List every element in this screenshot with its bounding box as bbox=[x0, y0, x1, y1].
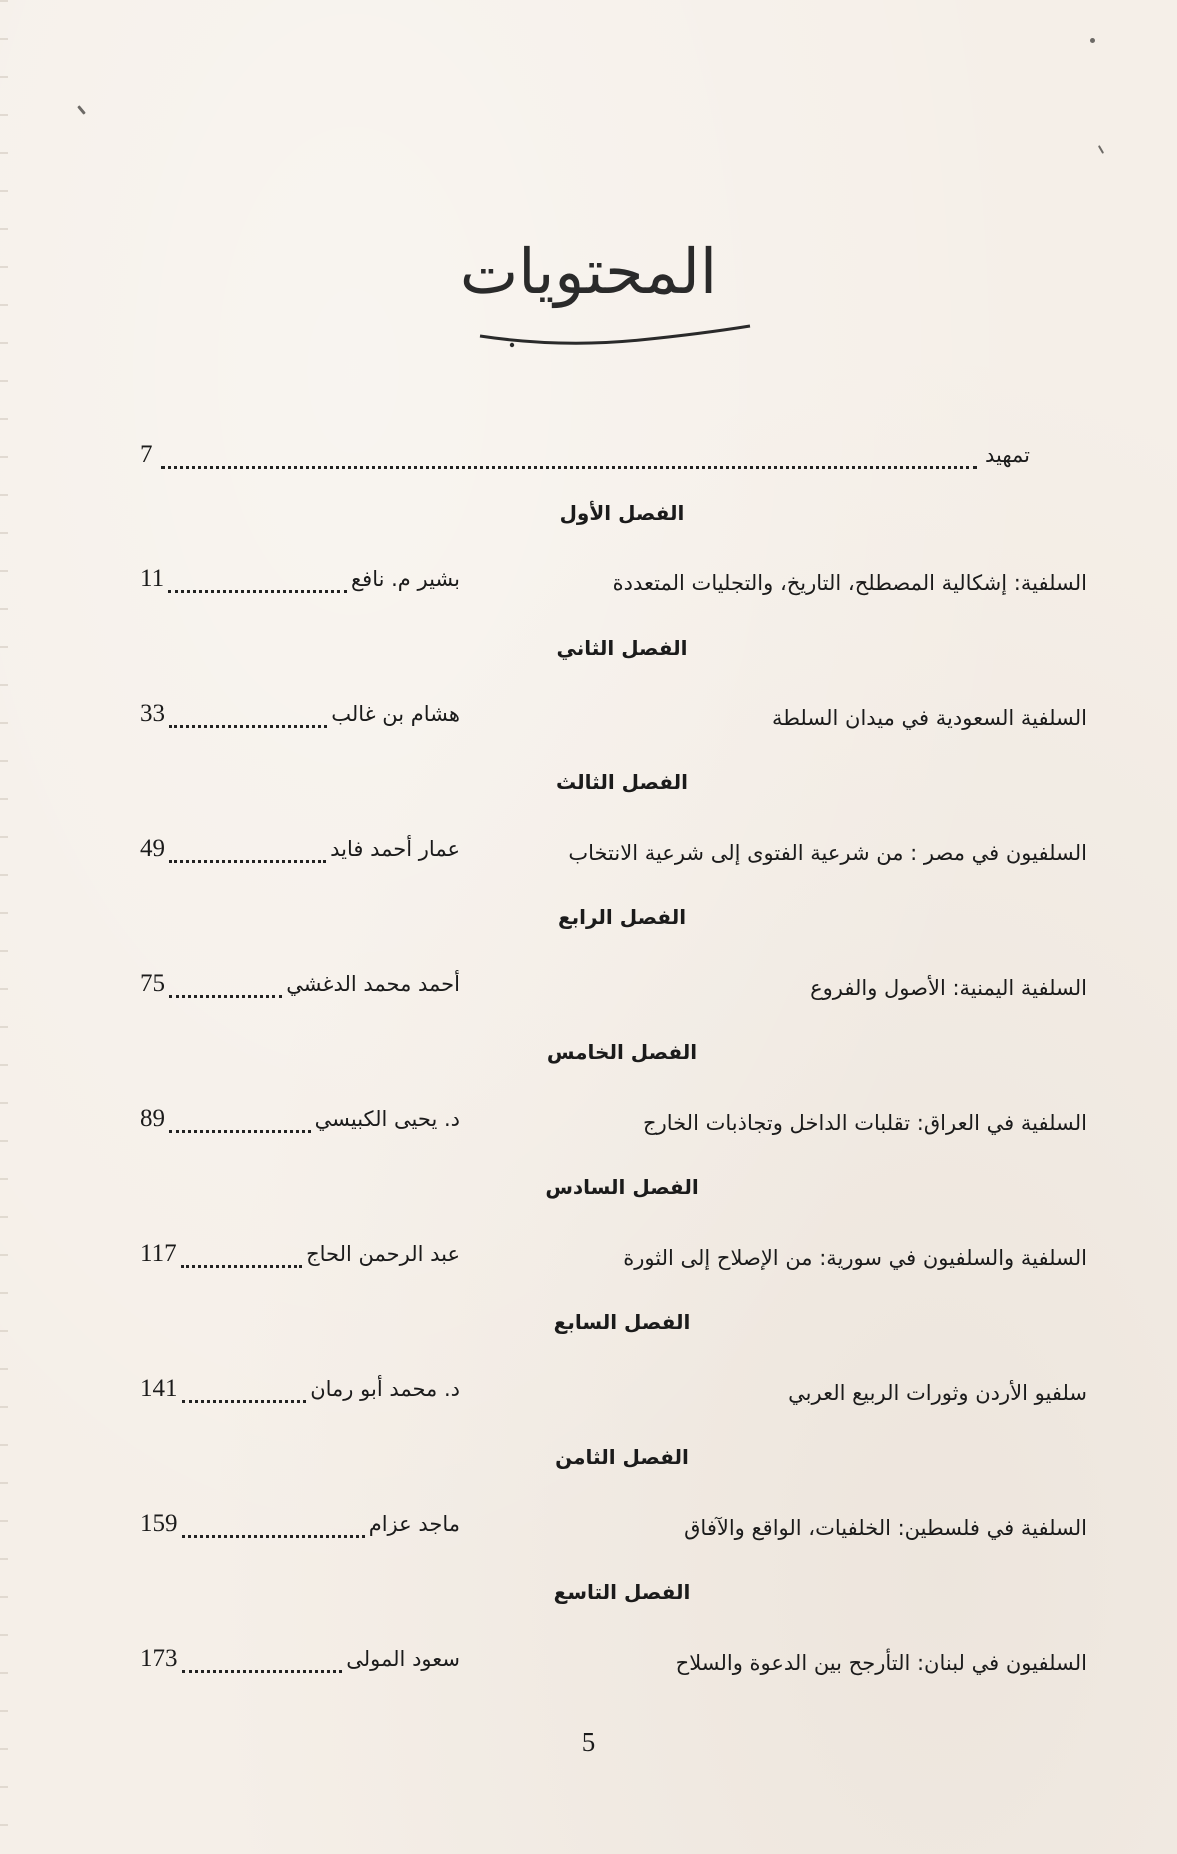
chapter-author: سعود المولى bbox=[346, 1647, 460, 1671]
chapter-heading: الفصل الخامس bbox=[546, 1040, 698, 1064]
chapter-heading: الفصل الرابع bbox=[557, 905, 687, 929]
toc-intro-label: تمهيد bbox=[984, 443, 1030, 467]
chapter-author: د. يحيى الكبيسي bbox=[314, 1107, 460, 1131]
paper-speck bbox=[1098, 145, 1104, 154]
dot-leader bbox=[182, 1521, 365, 1538]
dot-leader bbox=[182, 1386, 307, 1403]
chapter-author-row[interactable] bbox=[140, 699, 460, 729]
paper-speck bbox=[1090, 38, 1095, 43]
chapter-page: 117 bbox=[140, 1240, 177, 1267]
dot-leader bbox=[169, 846, 326, 863]
chapter-title[interactable]: السلفيون في مصر : من شرعية الفتوى إلى شرعية الانتخاب bbox=[568, 841, 1087, 865]
chapter-author-row[interactable] bbox=[140, 1239, 460, 1269]
chapter-author: هشام بن غالب bbox=[331, 702, 460, 726]
title-flourish bbox=[470, 318, 760, 348]
paper-speck bbox=[77, 105, 86, 115]
chapter-author-row[interactable] bbox=[140, 1644, 460, 1674]
chapter-heading: الفصل الثامن bbox=[555, 1445, 689, 1469]
chapter-heading: الفصل السابع bbox=[553, 1310, 691, 1334]
dot-leader bbox=[169, 711, 327, 728]
chapter-heading: الفصل السادس bbox=[545, 1175, 699, 1199]
chapter-page: 173 bbox=[140, 1645, 178, 1672]
chapter-author-row[interactable] bbox=[140, 1509, 460, 1539]
dot-leader bbox=[181, 1251, 303, 1268]
chapter-heading: الفصل الثاني bbox=[556, 636, 688, 660]
dot-leader bbox=[182, 1656, 343, 1673]
chapter-page: 75 bbox=[140, 970, 165, 997]
chapter-title[interactable]: السلفيون في لبنان: التأرجح بين الدعوة والسلاح bbox=[675, 1651, 1087, 1675]
chapter-title[interactable]: السلفية السعودية في ميدان السلطة bbox=[771, 706, 1087, 730]
page-title: المحتويات bbox=[459, 235, 718, 308]
chapter-title[interactable]: السلفية اليمنية: الأصول والفروع bbox=[810, 976, 1087, 1000]
chapter-heading: الفصل التاسع bbox=[553, 1580, 691, 1604]
dot-leader bbox=[169, 981, 282, 998]
chapter-author: عمار أحمد فايد bbox=[330, 837, 460, 861]
chapter-title[interactable]: السلفية في العراق: تقلبات الداخل وتجاذبات الخارج bbox=[643, 1111, 1087, 1135]
chapter-author: د. محمد أبو رمان bbox=[310, 1377, 460, 1401]
chapter-author-row[interactable] bbox=[140, 564, 460, 594]
toc-intro-row[interactable] bbox=[140, 440, 1030, 470]
chapter-author: عبد الرحمن الحاج bbox=[306, 1242, 460, 1266]
dot-leader bbox=[169, 1116, 311, 1133]
chapter-author: ماجد عزام bbox=[368, 1512, 460, 1536]
toc-intro-page: 7 bbox=[140, 441, 153, 468]
chapter-heading: الفصل الثالث bbox=[555, 770, 688, 794]
chapter-page: 33 bbox=[140, 700, 165, 727]
chapter-page: 141 bbox=[140, 1375, 178, 1402]
chapter-author-row[interactable] bbox=[140, 834, 460, 864]
chapter-author: بشير م. نافع bbox=[351, 567, 460, 591]
chapter-title[interactable]: سلفيو الأردن وثورات الربيع العربي bbox=[788, 1381, 1087, 1405]
chapter-page: 89 bbox=[140, 1105, 165, 1132]
chapter-author-row[interactable] bbox=[140, 969, 460, 999]
chapter-page: 11 bbox=[140, 565, 165, 592]
chapter-author-row[interactable] bbox=[140, 1104, 460, 1134]
chapter-title[interactable]: السلفية: إشكالية المصطلح، التاريخ، والتجليات المتعددة bbox=[612, 571, 1087, 595]
dot-leader bbox=[168, 576, 347, 593]
dot-leader bbox=[161, 452, 977, 469]
chapter-page: 49 bbox=[140, 835, 165, 862]
chapter-title[interactable]: السلفية في فلسطين: الخلفيات، الواقع والآفاق bbox=[684, 1516, 1087, 1540]
page-number: 5 bbox=[581, 1727, 596, 1757]
chapter-page: 159 bbox=[140, 1510, 178, 1537]
chapter-author: أحمد محمد الدغشي bbox=[286, 972, 460, 996]
chapter-author-row[interactable] bbox=[140, 1374, 460, 1404]
chapter-title[interactable]: السلفية والسلفيون في سورية: من الإصلاح إلى الثورة bbox=[623, 1246, 1087, 1270]
chapter-heading: الفصل الأول bbox=[559, 501, 685, 525]
